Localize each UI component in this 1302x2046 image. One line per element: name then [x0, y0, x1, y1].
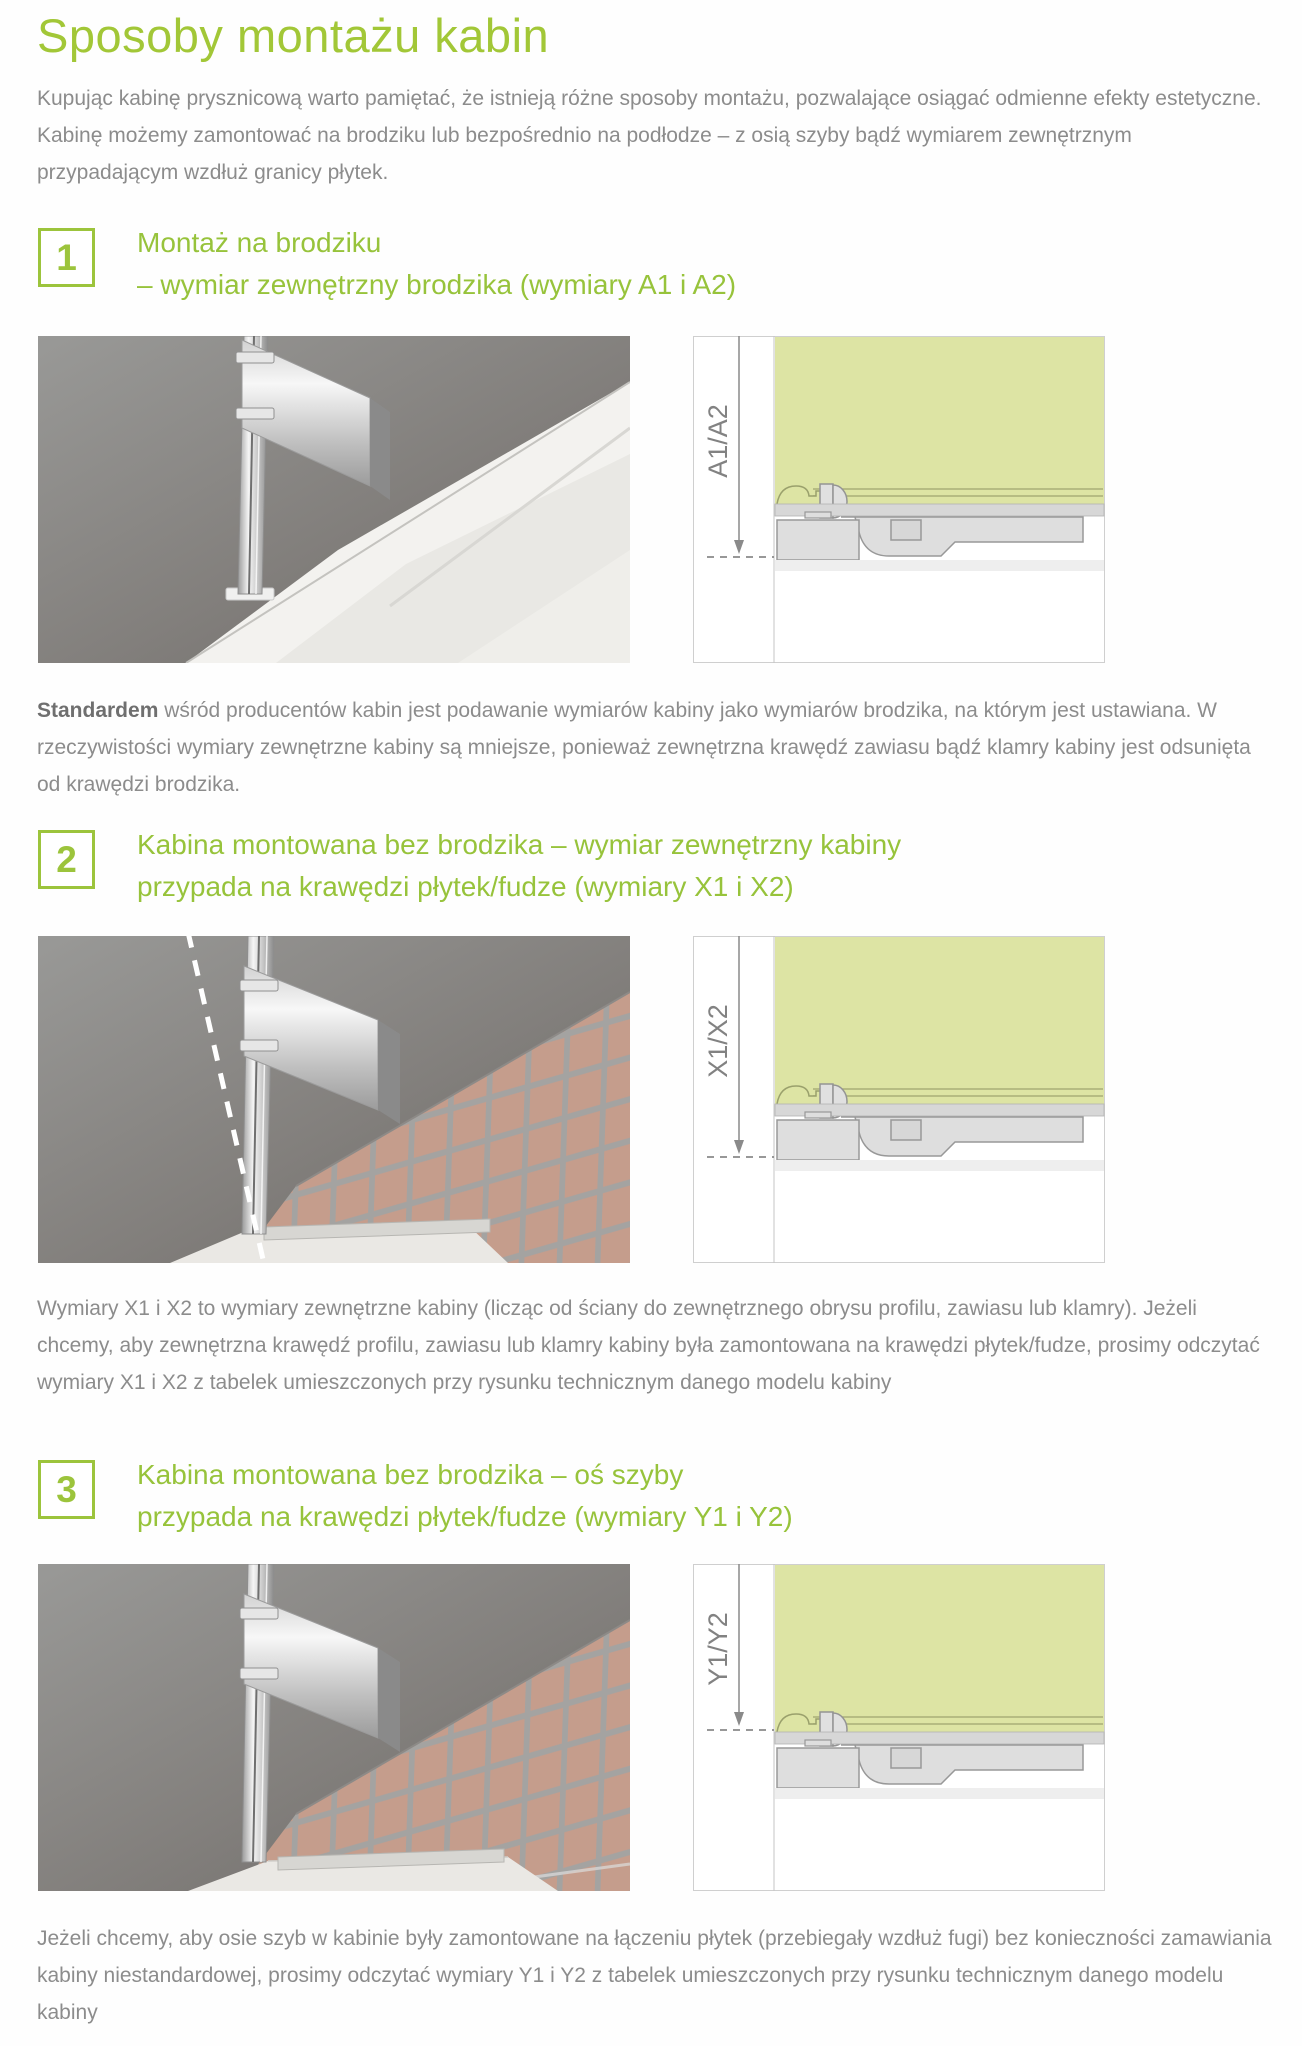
section-2-heading — [137, 824, 901, 908]
measurement-diagram-x1-x2 — [693, 936, 1105, 1263]
tray-profile-section — [775, 1732, 1104, 1799]
tray-profile-section — [775, 504, 1104, 571]
cabin-photo-tiles — [38, 1564, 630, 1891]
dimension-label: X1/X2 — [703, 1004, 734, 1078]
section-3-heading-line2: przypada na krawędzi płytek/fudze (wymiary Y1 i Y2) — [137, 1501, 793, 1532]
measurement-diagram-a1-a2 — [693, 336, 1105, 663]
section-2-heading-line2: przypada na krawędzi płytek/fudze (wymiary X1 i X2) — [137, 871, 794, 902]
section-1-number-badge — [38, 228, 95, 287]
cabin-photo-tiles-axis — [38, 936, 630, 1263]
glass-panel — [775, 937, 1104, 1118]
section-1-caption — [37, 692, 1274, 803]
intro-paragraph: Kupując kabinę prysznicową warto pamiętać, że istnieją różne sposoby montażu, pozwalające osiągać odmienne efekty estetyczne. Kabinę możemy zamontować na brodziku lub bezpośrednio na podłodze – z osią szyby bądź wymiarem zewnętrznym przypadającym wzdłuż granicy płytek. — [37, 87, 1262, 184]
section-1-number: 1 — [56, 236, 77, 278]
caption-rest: wśród producentów kabin jest podawanie wymiarów kabiny jako wymiarów brodzika, na którym jest ustawiana. W rzeczywistości wymiary zewnętrzne kabiny są mniejsze, ponieważ zewnętrzna krawędź zawiasu bądź klamry kabiny jest odsunięta od krawędzi brodzika. — [37, 699, 1251, 796]
glass-panel — [775, 1565, 1104, 1746]
section-3-caption: Jeżeli chcemy, aby osie szyb w kabinie były zamontowane na łączeniu płytek (przebiegały wzdłuż fugi) bez konieczności zamawiania kabiny niestandardowej, prosimy odczytać wymiary Y1 i Y2 z tabelek umieszczonych przy rysunku technicznym danego modelu kabiny — [37, 1927, 1272, 2024]
cabin-photo-tray — [38, 336, 630, 663]
section-2-caption: Wymiary X1 i X2 to wymiary zewnętrzne kabiny (licząc od ściany do zewnętrznego obrysu profilu, zawiasu lub klamry). Jeżeli chcemy, aby zewnętrzna krawędź profilu, zawiasu lub klamry kabiny była zamontowana na krawędzi płytek/fudze, prosimy odczytać wymiary X1 i X2 z tabelek umieszczonych przy rysunku technicznym danego modelu kabiny — [37, 1297, 1260, 1394]
measurement-diagram-y1-y2 — [693, 1564, 1105, 1891]
section-3-number: 3 — [56, 1468, 77, 1510]
section-2-heading-line1: Kabina montowana bez brodzika – wymiar zewnętrzny kabiny — [137, 829, 902, 860]
caption-lead-word: Standardem — [37, 699, 159, 722]
section-2-number: 2 — [56, 838, 77, 880]
glass-panel — [775, 337, 1104, 518]
section-1-heading-line1: Montaż na brodziku — [137, 227, 382, 258]
section-2-number-badge — [38, 830, 95, 889]
section-3-number-badge — [38, 1460, 95, 1519]
section-3-heading — [137, 1454, 793, 1538]
dimension-label: A1/A2 — [703, 404, 734, 478]
section-3-heading-line1: Kabina montowana bez brodzika – oś szyby — [137, 1459, 684, 1490]
tray-profile-section — [775, 1104, 1104, 1171]
dimension-label: Y1/Y2 — [703, 1612, 734, 1686]
section-1-heading — [137, 222, 736, 306]
section-1-heading-line2: – wymiar zewnętrzny brodzika (wymiary A1 i A2) — [137, 269, 737, 300]
page-title: Sposoby montażu kabin — [37, 9, 550, 62]
